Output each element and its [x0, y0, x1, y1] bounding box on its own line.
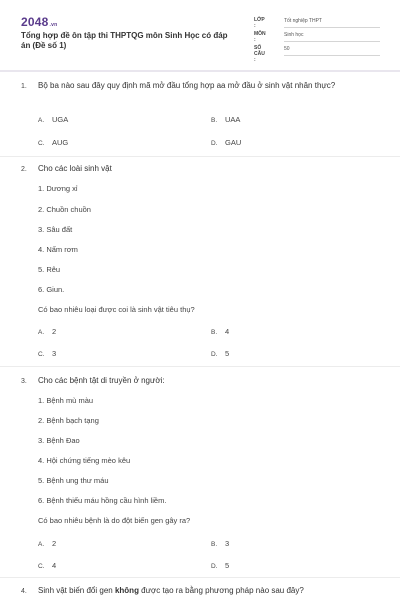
question-text: Cho các loài sinh vật — [38, 164, 112, 173]
list-item: 4. Nấm rơm — [38, 245, 78, 254]
list-item: 5. Bệnh ung thư máu — [38, 476, 109, 485]
question-prompt: Có bao nhiêu loại được coi là sinh vật tiêu thụ? — [38, 305, 195, 314]
meta-question-count-label: SỐ CÂU : — [254, 45, 265, 63]
list-item: 3. Bệnh Đao — [38, 436, 80, 445]
option-a[interactable]: A. 2 — [38, 327, 57, 336]
list-item: 2. Chuồn chuồn — [38, 205, 91, 214]
question-number: 4. — [21, 588, 27, 595]
question-number: 3. — [21, 378, 27, 385]
logo-text: 2048 — [21, 15, 49, 29]
meta-class-label: LỚP : — [254, 17, 265, 29]
option-a[interactable]: A. 2 — [38, 539, 57, 548]
option-b[interactable]: B. 4 — [211, 327, 230, 336]
document-title: Tổng hợp đề ôn tập thi THPTQG môn Sinh Học có đáp án (Đề số 1) — [21, 31, 228, 50]
list-item: 5. Rêu — [38, 265, 61, 274]
list-item: 4. Hội chứng tiếng mèo kêu — [38, 456, 131, 465]
document-header — [0, 0, 400, 68]
meta-question-count-value: 50 — [284, 45, 380, 56]
option-c[interactable]: C. 3 — [38, 349, 57, 358]
list-item: 6. Bệnh thiếu máu hồng cầu hình liềm. — [38, 496, 167, 505]
list-item: 1. Bệnh mù màu — [38, 396, 94, 405]
question-text: Sinh vật biến đổi gen không được tạo ra bằng phương pháp nào sau đây? — [38, 586, 304, 595]
list-item: 3. Sâu đất — [38, 225, 73, 234]
option-c[interactable]: C. 4 — [38, 561, 57, 570]
option-d[interactable]: D. 5 — [211, 561, 230, 570]
meta-subject-value: Sinh học — [284, 31, 380, 42]
emphasis-word: không — [114, 586, 139, 595]
question-divider — [0, 156, 400, 157]
question-text: Bộ ba nào sau đây quy định mã mở đầu tổng hợp aa mở đầu ở sinh vật nhân thực? — [38, 81, 336, 90]
meta-class-value: Tốt nghiệp THPT — [284, 17, 380, 28]
option-c[interactable]: C. AUG — [38, 138, 69, 147]
header-divider — [0, 70, 400, 72]
list-item: 2. Bệnh bạch tạng — [38, 416, 99, 425]
question-divider — [0, 366, 400, 367]
option-b[interactable]: B. UAA — [211, 115, 241, 124]
option-d[interactable]: D. 5 — [211, 349, 230, 358]
list-item: 6. Giun. — [38, 285, 65, 294]
option-a[interactable]: A. UGA — [38, 115, 69, 124]
question-number: 1. — [21, 83, 27, 90]
question-text: Cho các bệnh tật di truyền ở người: — [38, 376, 165, 385]
list-item: 1. Dương xỉ — [38, 184, 78, 193]
logo-suffix: .vn — [49, 22, 58, 28]
meta-subject-label: MÔN : — [254, 31, 266, 43]
option-d[interactable]: D. GAU — [211, 138, 242, 147]
question-number: 2. — [21, 166, 27, 173]
question-divider — [0, 577, 400, 578]
question-prompt: Có bao nhiêu bệnh là do đột biến gen gây ra? — [38, 516, 191, 525]
option-b[interactable]: B. 3 — [211, 539, 230, 548]
site-logo[interactable] — [21, 15, 57, 29]
